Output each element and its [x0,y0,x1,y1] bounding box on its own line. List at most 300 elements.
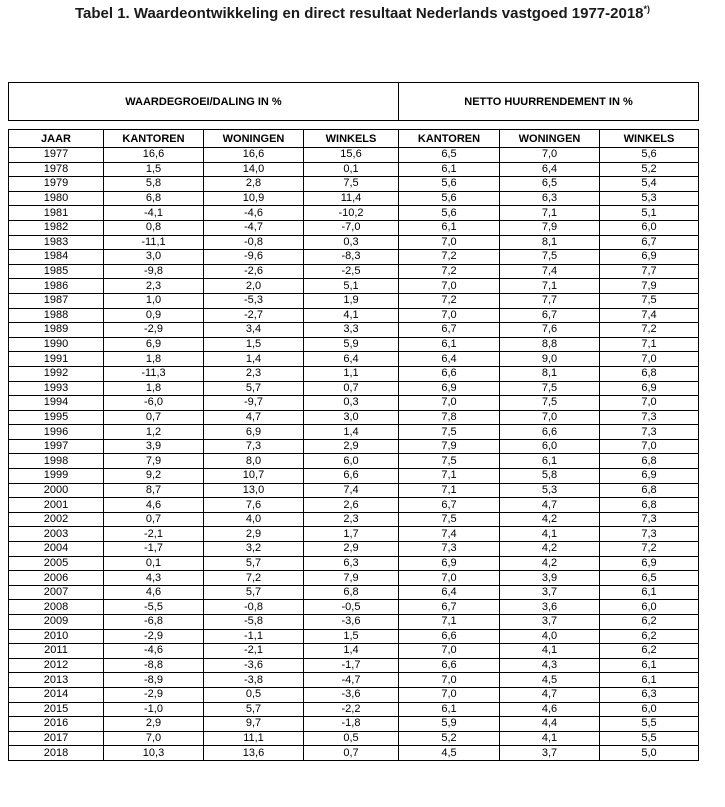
value-cell-woningen-waardegroei: -4,7 [204,220,304,235]
value-cell-woningen-huurrendement: 6,1 [500,454,600,469]
value-cell-kantoren-huurrendement: 6,7 [399,600,500,615]
year-cell: 2003 [9,527,104,542]
table-row [9,527,699,542]
year-cell: 1989 [9,323,104,338]
table-row [9,512,699,527]
table-row [9,250,699,265]
table-row [9,220,699,235]
year-cell: 1977 [9,148,104,163]
value-cell-woningen-waardegroei: 16,6 [204,148,304,163]
value-cell-woningen-huurrendement: 7,0 [500,410,600,425]
value-cell-kantoren-waardegroei: 0,8 [104,220,204,235]
value-cell-kantoren-huurrendement: 7,0 [399,308,500,323]
year-cell: 2006 [9,571,104,586]
value-cell-kantoren-waardegroei: 4,3 [104,571,204,586]
value-cell-winkels-huurrendement: 6,8 [600,454,699,469]
value-cell-woningen-waardegroei: -2,6 [204,264,304,279]
value-cell-winkels-huurrendement: 7,3 [600,425,699,440]
table-body [9,148,699,761]
value-cell-woningen-waardegroei: 13,6 [204,746,304,761]
value-cell-winkels-huurrendement: 7,0 [600,396,699,411]
value-cell-kantoren-waardegroei: 0,7 [104,410,204,425]
value-cell-kantoren-huurrendement: 7,1 [399,483,500,498]
value-cell-kantoren-huurrendement: 7,2 [399,250,500,265]
year-cell: 2011 [9,644,104,659]
value-cell-kantoren-waardegroei: -2,9 [104,687,204,702]
value-cell-woningen-huurrendement: 9,0 [500,352,600,367]
table-row [9,731,699,746]
value-cell-winkels-waardegroei: 2,9 [304,439,399,454]
year-cell: 1984 [9,250,104,265]
value-cell-winkels-huurrendement: 7,3 [600,410,699,425]
value-cell-kantoren-waardegroei: -5,5 [104,600,204,615]
value-cell-winkels-huurrendement: 7,0 [600,439,699,454]
year-cell: 2013 [9,673,104,688]
value-cell-woningen-waardegroei: 9,7 [204,717,304,732]
value-cell-woningen-waardegroei: -0,8 [204,235,304,250]
column-header-winkels-huurrendement: WINKELS [600,130,699,148]
value-cell-woningen-huurrendement: 7,5 [500,250,600,265]
value-cell-winkels-huurrendement: 6,8 [600,483,699,498]
value-cell-kantoren-waardegroei: 4,6 [104,585,204,600]
value-cell-woningen-waardegroei: 8,0 [204,454,304,469]
value-cell-woningen-huurrendement: 6,7 [500,308,600,323]
value-cell-kantoren-huurrendement: 6,6 [399,658,500,673]
year-cell: 1988 [9,308,104,323]
year-cell: 2018 [9,746,104,761]
value-cell-winkels-waardegroei: 5,1 [304,279,399,294]
value-cell-kantoren-huurrendement: 6,5 [399,148,500,163]
value-cell-winkels-huurrendement: 5,5 [600,717,699,732]
value-cell-woningen-waardegroei: 1,5 [204,337,304,352]
value-cell-kantoren-huurrendement: 5,2 [399,731,500,746]
value-cell-woningen-waardegroei: 7,3 [204,439,304,454]
value-cell-woningen-waardegroei: 5,7 [204,556,304,571]
table-row [9,381,699,396]
value-cell-winkels-huurrendement: 7,1 [600,337,699,352]
value-cell-kantoren-waardegroei: 0,9 [104,308,204,323]
value-cell-woningen-huurrendement: 4,7 [500,498,600,513]
value-cell-winkels-huurrendement: 6,7 [600,235,699,250]
table-row [9,571,699,586]
value-cell-kantoren-waardegroei: -6,0 [104,396,204,411]
year-cell: 1999 [9,469,104,484]
value-cell-woningen-huurrendement: 5,3 [500,483,600,498]
value-cell-winkels-waardegroei: -4,7 [304,673,399,688]
year-cell: 2009 [9,615,104,630]
value-cell-woningen-huurrendement: 6,6 [500,425,600,440]
value-cell-woningen-huurrendement: 6,5 [500,177,600,192]
value-cell-kantoren-huurrendement: 6,7 [399,498,500,513]
value-cell-woningen-waardegroei: 6,9 [204,425,304,440]
value-cell-woningen-waardegroei: 11,1 [204,731,304,746]
value-cell-kantoren-huurrendement: 7,2 [399,264,500,279]
value-cell-kantoren-huurrendement: 6,9 [399,556,500,571]
column-header-kantoren-huurrendement: KANTOREN [399,130,500,148]
table-row [9,454,699,469]
value-cell-woningen-huurrendement: 6,3 [500,191,600,206]
value-cell-winkels-waardegroei: 11,4 [304,191,399,206]
value-cell-woningen-waardegroei: 4,7 [204,410,304,425]
value-cell-kantoren-waardegroei: 1,8 [104,352,204,367]
value-cell-kantoren-huurrendement: 7,0 [399,687,500,702]
value-cell-woningen-huurrendement: 3,7 [500,585,600,600]
value-cell-woningen-huurrendement: 4,1 [500,731,600,746]
table-row [9,366,699,381]
year-cell: 1992 [9,366,104,381]
year-cell: 2016 [9,717,104,732]
value-cell-woningen-waardegroei: 13,0 [204,483,304,498]
value-cell-winkels-huurrendement: 7,3 [600,512,699,527]
table-row [9,177,699,192]
year-cell: 2008 [9,600,104,615]
value-cell-kantoren-waardegroei: -8,9 [104,673,204,688]
value-cell-woningen-waardegroei: 5,7 [204,585,304,600]
value-cell-kantoren-huurrendement: 5,6 [399,206,500,221]
value-cell-kantoren-huurrendement: 7,5 [399,454,500,469]
value-cell-woningen-waardegroei: 1,4 [204,352,304,367]
table-row [9,746,699,761]
value-cell-winkels-huurrendement: 5,3 [600,191,699,206]
value-cell-woningen-waardegroei: 7,6 [204,498,304,513]
value-cell-woningen-waardegroei: -9,6 [204,250,304,265]
year-cell: 2001 [9,498,104,513]
value-cell-woningen-huurrendement: 4,7 [500,687,600,702]
value-cell-woningen-waardegroei: 2,3 [204,366,304,381]
value-cell-winkels-waardegroei: 1,1 [304,366,399,381]
value-cell-woningen-huurrendement: 7,5 [500,381,600,396]
value-cell-woningen-huurrendement: 7,7 [500,293,600,308]
value-cell-winkels-huurrendement: 7,9 [600,279,699,294]
value-cell-kantoren-huurrendement: 6,1 [399,162,500,177]
year-cell: 2017 [9,731,104,746]
value-cell-kantoren-waardegroei: -9,8 [104,264,204,279]
value-cell-kantoren-waardegroei: -4,6 [104,644,204,659]
value-cell-winkels-waardegroei: -2,5 [304,264,399,279]
value-cell-kantoren-waardegroei: 6,9 [104,337,204,352]
value-cell-winkels-waardegroei: 1,4 [304,425,399,440]
value-cell-woningen-huurrendement: 4,2 [500,512,600,527]
value-cell-kantoren-huurrendement: 6,4 [399,352,500,367]
table-row [9,469,699,484]
year-cell: 1990 [9,337,104,352]
table-row [9,717,699,732]
value-cell-woningen-huurrendement: 8,1 [500,235,600,250]
value-cell-kantoren-huurrendement: 6,6 [399,629,500,644]
table-row [9,439,699,454]
value-cell-kantoren-waardegroei: 3,0 [104,250,204,265]
footnote-marker: *) [643,4,651,14]
value-cell-kantoren-waardegroei: -11,3 [104,366,204,381]
value-cell-winkels-waardegroei: 6,8 [304,585,399,600]
value-cell-kantoren-huurrendement: 4,5 [399,746,500,761]
value-cell-kantoren-huurrendement: 7,3 [399,542,500,557]
value-cell-woningen-huurrendement: 7,1 [500,206,600,221]
table-row [9,279,699,294]
column-header-woningen-huurrendement: WONINGEN [500,130,600,148]
value-cell-winkels-waardegroei: 1,9 [304,293,399,308]
value-cell-kantoren-huurrendement: 5,6 [399,177,500,192]
value-cell-woningen-huurrendement: 3,6 [500,600,600,615]
value-cell-kantoren-waardegroei: 7,0 [104,731,204,746]
value-cell-kantoren-huurrendement: 7,5 [399,512,500,527]
year-cell: 1983 [9,235,104,250]
value-cell-kantoren-waardegroei: 1,2 [104,425,204,440]
value-cell-kantoren-waardegroei: -2,1 [104,527,204,542]
value-cell-winkels-huurrendement: 6,0 [600,600,699,615]
value-cell-winkels-waardegroei: 6,4 [304,352,399,367]
group-header-huurrendement: NETTO HUURRENDEMENT IN % [399,83,699,121]
value-cell-woningen-huurrendement: 7,6 [500,323,600,338]
value-cell-winkels-huurrendement: 7,3 [600,527,699,542]
value-cell-kantoren-waardegroei: 1,5 [104,162,204,177]
value-cell-winkels-huurrendement: 6,9 [600,556,699,571]
value-cell-woningen-huurrendement: 7,0 [500,148,600,163]
value-cell-woningen-huurrendement: 3,9 [500,571,600,586]
value-cell-woningen-huurrendement: 4,5 [500,673,600,688]
year-cell: 2005 [9,556,104,571]
value-cell-kantoren-huurrendement: 7,9 [399,439,500,454]
value-cell-kantoren-waardegroei: 3,9 [104,439,204,454]
value-cell-winkels-waardegroei: 2,3 [304,512,399,527]
table-row [9,629,699,644]
value-cell-winkels-huurrendement: 7,2 [600,323,699,338]
value-cell-kantoren-waardegroei: 0,1 [104,556,204,571]
year-cell: 1995 [9,410,104,425]
value-cell-kantoren-huurrendement: 7,0 [399,571,500,586]
value-cell-winkels-waardegroei: 7,9 [304,571,399,586]
table-title [0,0,725,22]
value-cell-woningen-waardegroei: 7,2 [204,571,304,586]
value-cell-winkels-huurrendement: 6,5 [600,571,699,586]
table-row [9,352,699,367]
data-table [8,129,699,761]
value-cell-winkels-waardegroei: -3,6 [304,615,399,630]
table-row [9,585,699,600]
value-cell-winkels-huurrendement: 5,5 [600,731,699,746]
value-cell-winkels-huurrendement: 6,9 [600,381,699,396]
value-cell-woningen-huurrendement: 4,4 [500,717,600,732]
value-cell-kantoren-waardegroei: 0,7 [104,512,204,527]
value-cell-woningen-waardegroei: -2,7 [204,308,304,323]
table-row [9,308,699,323]
value-cell-kantoren-huurrendement: 7,0 [399,673,500,688]
value-cell-winkels-waardegroei: -0,5 [304,600,399,615]
value-cell-kantoren-huurrendement: 7,1 [399,469,500,484]
value-cell-winkels-waardegroei: 0,3 [304,235,399,250]
value-cell-winkels-huurrendement: 6,8 [600,366,699,381]
value-cell-woningen-huurrendement: 8,8 [500,337,600,352]
value-cell-kantoren-waardegroei: 8,7 [104,483,204,498]
table-row [9,600,699,615]
table-row [9,162,699,177]
table-row [9,293,699,308]
value-cell-kantoren-huurrendement: 6,9 [399,381,500,396]
value-cell-kantoren-waardegroei: -6,8 [104,615,204,630]
year-cell: 1987 [9,293,104,308]
value-cell-kantoren-waardegroei: 4,6 [104,498,204,513]
value-cell-winkels-waardegroei: -1,8 [304,717,399,732]
value-cell-kantoren-waardegroei: 16,6 [104,148,204,163]
value-cell-kantoren-waardegroei: 2,9 [104,717,204,732]
value-cell-kantoren-waardegroei: 9,2 [104,469,204,484]
value-cell-kantoren-waardegroei: -8,8 [104,658,204,673]
table-row [9,673,699,688]
value-cell-winkels-waardegroei: 1,7 [304,527,399,542]
value-cell-winkels-waardegroei: 7,4 [304,483,399,498]
value-cell-winkels-waardegroei: 5,9 [304,337,399,352]
value-cell-winkels-waardegroei: -10,2 [304,206,399,221]
table-row [9,498,699,513]
value-cell-woningen-waardegroei: 2,8 [204,177,304,192]
value-cell-woningen-huurrendement: 8,1 [500,366,600,381]
year-cell: 2015 [9,702,104,717]
value-cell-winkels-huurrendement: 7,5 [600,293,699,308]
value-cell-winkels-waardegroei: 1,4 [304,644,399,659]
value-cell-kantoren-waardegroei: 7,9 [104,454,204,469]
value-cell-winkels-waardegroei: 2,9 [304,542,399,557]
value-cell-woningen-huurrendement: 5,8 [500,469,600,484]
value-cell-winkels-waardegroei: -2,2 [304,702,399,717]
year-cell: 1981 [9,206,104,221]
value-cell-winkels-waardegroei: 4,1 [304,308,399,323]
value-cell-kantoren-waardegroei: 6,8 [104,191,204,206]
value-cell-woningen-waardegroei: 3,2 [204,542,304,557]
value-cell-kantoren-huurrendement: 7,2 [399,293,500,308]
value-cell-winkels-huurrendement: 5,0 [600,746,699,761]
year-cell: 1985 [9,264,104,279]
value-cell-winkels-huurrendement: 6,0 [600,702,699,717]
column-header-winkels-waardegroei: WINKELS [304,130,399,148]
year-cell: 2002 [9,512,104,527]
value-cell-winkels-waardegroei: 0,5 [304,731,399,746]
value-cell-kantoren-huurrendement: 7,1 [399,615,500,630]
value-cell-kantoren-huurrendement: 7,8 [399,410,500,425]
table-row [9,191,699,206]
column-header-kantoren-waardegroei: KANTOREN [104,130,204,148]
value-cell-winkels-huurrendement: 6,2 [600,615,699,630]
value-cell-woningen-waardegroei: -2,1 [204,644,304,659]
value-cell-woningen-huurrendement: 4,1 [500,644,600,659]
value-cell-winkels-waardegroei: 15,6 [304,148,399,163]
value-cell-woningen-huurrendement: 6,4 [500,162,600,177]
value-cell-winkels-waardegroei: -1,7 [304,658,399,673]
value-cell-winkels-waardegroei: 2,6 [304,498,399,513]
value-cell-winkels-waardegroei: 6,3 [304,556,399,571]
value-cell-woningen-waardegroei: -9,7 [204,396,304,411]
value-cell-winkels-waardegroei: 0,7 [304,381,399,396]
value-cell-winkels-waardegroei: 6,0 [304,454,399,469]
value-cell-winkels-waardegroei: 6,6 [304,469,399,484]
table-row [9,658,699,673]
value-cell-woningen-waardegroei: 2,9 [204,527,304,542]
value-cell-kantoren-waardegroei: 10,3 [104,746,204,761]
value-cell-kantoren-huurrendement: 6,1 [399,337,500,352]
table-row [9,483,699,498]
value-cell-woningen-waardegroei: -5,8 [204,615,304,630]
group-header-waardegroei: WAARDEGROEI/DALING IN % [9,83,399,121]
value-cell-winkels-huurrendement: 6,3 [600,687,699,702]
value-cell-kantoren-waardegroei: 1,0 [104,293,204,308]
value-cell-woningen-waardegroei: 4,0 [204,512,304,527]
value-cell-kantoren-huurrendement: 6,1 [399,220,500,235]
value-cell-kantoren-huurrendement: 6,7 [399,323,500,338]
value-cell-woningen-huurrendement: 4,6 [500,702,600,717]
table-row [9,323,699,338]
value-cell-woningen-huurrendement: 7,9 [500,220,600,235]
value-cell-kantoren-huurrendement: 5,6 [399,191,500,206]
value-cell-winkels-huurrendement: 7,4 [600,308,699,323]
year-cell: 1997 [9,439,104,454]
year-cell: 1986 [9,279,104,294]
year-cell: 1978 [9,162,104,177]
group-header-row [9,83,699,121]
value-cell-woningen-waardegroei: 5,7 [204,381,304,396]
table-row [9,264,699,279]
value-cell-winkels-waardegroei: -8,3 [304,250,399,265]
value-cell-kantoren-huurrendement: 6,1 [399,702,500,717]
value-cell-woningen-waardegroei: -5,3 [204,293,304,308]
value-cell-kantoren-waardegroei: -1,0 [104,702,204,717]
value-cell-woningen-waardegroei: 14,0 [204,162,304,177]
year-cell: 2010 [9,629,104,644]
value-cell-winkels-waardegroei: 3,0 [304,410,399,425]
year-cell: 2012 [9,658,104,673]
year-cell: 2014 [9,687,104,702]
value-cell-woningen-huurrendement: 4,2 [500,556,600,571]
value-cell-winkels-waardegroei: 0,1 [304,162,399,177]
value-cell-winkels-huurrendement: 6,1 [600,585,699,600]
year-cell: 1994 [9,396,104,411]
value-cell-woningen-huurrendement: 4,2 [500,542,600,557]
year-cell: 1979 [9,177,104,192]
year-cell: 1998 [9,454,104,469]
table-row [9,396,699,411]
value-cell-kantoren-huurrendement: 7,5 [399,425,500,440]
table-title-text: Tabel 1. Waardeontwikkeling en direct resultaat Nederlands vastgoed 1977-2018 [74,5,644,22]
value-cell-kantoren-huurrendement: 7,0 [399,396,500,411]
column-header-jaar: JAAR [9,130,104,148]
value-cell-kantoren-huurrendement: 5,9 [399,717,500,732]
value-cell-kantoren-waardegroei: -1,7 [104,542,204,557]
column-header-row [9,130,699,148]
value-cell-woningen-waardegroei: -1,1 [204,629,304,644]
value-cell-kantoren-waardegroei: 2,3 [104,279,204,294]
year-cell: 1982 [9,220,104,235]
value-cell-woningen-huurrendement: 7,5 [500,396,600,411]
value-cell-winkels-huurrendement: 6,1 [600,658,699,673]
value-cell-winkels-huurrendement: 6,9 [600,469,699,484]
value-cell-winkels-waardegroei: -3,6 [304,687,399,702]
value-cell-woningen-waardegroei: 10,9 [204,191,304,206]
year-cell: 2007 [9,585,104,600]
value-cell-woningen-huurrendement: 3,7 [500,615,600,630]
value-cell-kantoren-huurrendement: 6,6 [399,366,500,381]
value-cell-kantoren-waardegroei: -4,1 [104,206,204,221]
table-row [9,235,699,250]
value-cell-kantoren-waardegroei: -11,1 [104,235,204,250]
value-cell-winkels-huurrendement: 7,0 [600,352,699,367]
value-cell-winkels-waardegroei: 1,5 [304,629,399,644]
year-cell: 1991 [9,352,104,367]
value-cell-winkels-huurrendement: 5,2 [600,162,699,177]
value-cell-kantoren-huurrendement: 7,4 [399,527,500,542]
value-cell-woningen-waardegroei: -4,6 [204,206,304,221]
value-cell-winkels-waardegroei: 3,3 [304,323,399,338]
year-cell: 2004 [9,542,104,557]
value-cell-woningen-huurrendement: 3,7 [500,746,600,761]
value-cell-kantoren-huurrendement: 7,0 [399,279,500,294]
